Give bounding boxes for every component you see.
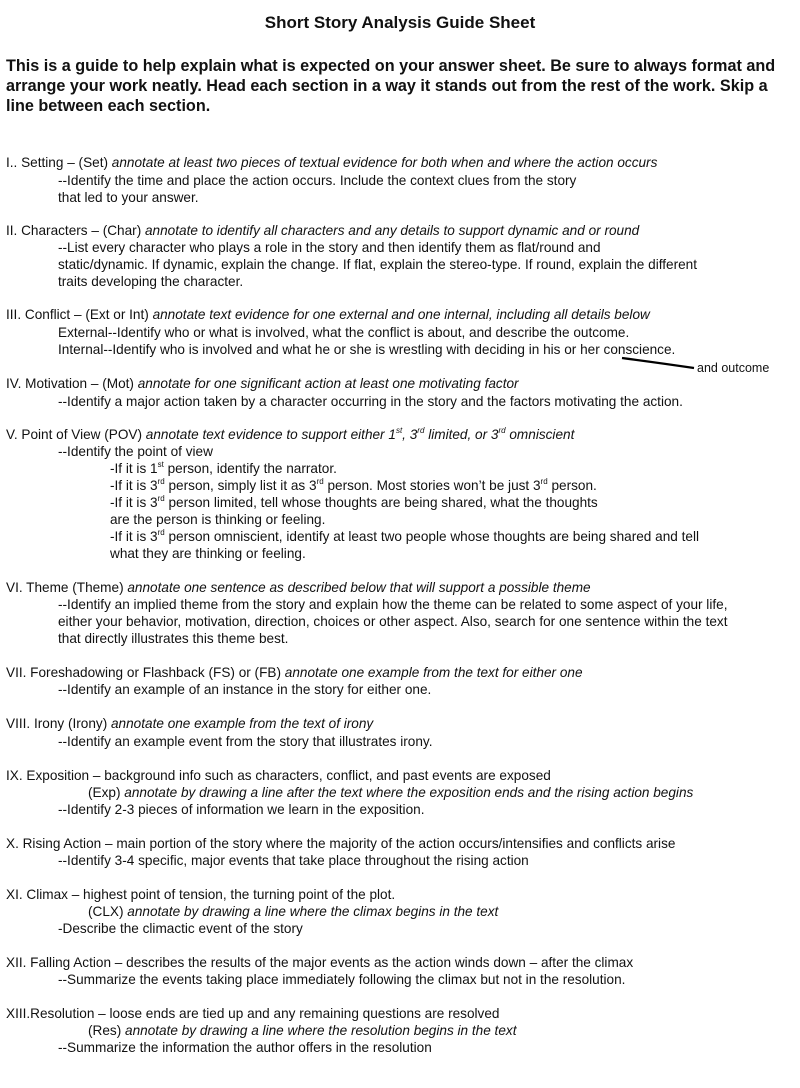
abbrev: (Res) [88, 1023, 126, 1038]
section-characters-line: static/dynamic. If dynamic, explain the change. If flat, explain the stereo-type. If round, explain the different [58, 257, 698, 272]
heading-annotation: annotate at least two pieces of textual evidence for both when and where the action occurs [111, 155, 658, 170]
heading-text: VII. Foreshadowing or Flashback (FS) or (FB) [6, 665, 285, 680]
section-motivation-line: --Identify a major action taken by a character occurring in the story and the factors motivating the action. [58, 394, 683, 409]
heading-text: VIII. Irony (Irony) [6, 716, 111, 731]
section-setting-line: --Identify the time and place the action occurs. Include the context clues from the story [58, 173, 577, 188]
section-rising-action-line: --Identify 3-4 specific, major events that take place throughout the rising action [58, 853, 529, 868]
bullet-part: -If it is 3 [110, 529, 158, 544]
heading-annotation [146, 427, 575, 442]
section-resolution-line: --Summarize the information the author offers in the resolution [58, 1040, 432, 1055]
pov-bullet-omniscient [110, 528, 699, 545]
heading-annotation: annotate to identify all characters and any details to support dynamic and or round [145, 223, 640, 238]
annotation-part: annotate text evidence to support either 1 [145, 427, 396, 442]
bullet-part: person, simply list it as 3 [164, 478, 317, 493]
section-irony-line: --Identify an example event from the story that illustrates irony. [58, 734, 433, 749]
section-setting-line: that led to your answer. [58, 190, 199, 205]
section-foreshadowing-heading [6, 664, 583, 681]
bullet-part: -If it is 3 [110, 478, 158, 493]
section-falling-action-heading: XII. Falling Action – describes the results of the major events as the action winds down – after the climax [6, 955, 634, 970]
abbrev: (CLX) [88, 904, 128, 919]
section-exposition-heading: IX. Exposition – background info such as characters, conflict, and past events are exposed [6, 768, 551, 783]
superscript: rd [540, 477, 548, 486]
section-rising-action-heading: X. Rising Action – main portion of the story where the majority of the action occurs/intensifies and conflicts arise [6, 836, 676, 851]
superscript: rd [498, 426, 506, 435]
section-conflict-line: External--Identify who or what is involved, what the conflict is about, and describe the outcome. [58, 325, 630, 340]
page-title: Short Story Analysis Guide Sheet [264, 13, 536, 32]
section-climax-annotation [88, 903, 498, 920]
section-climax-line: -Describe the climactic event of the story [58, 921, 303, 936]
superscript: st [395, 426, 403, 435]
section-setting-heading [6, 154, 657, 171]
heading-text: II. Characters – (Char) [6, 223, 145, 238]
section-theme-line: --Identify an implied theme from the story and explain how the theme can be related to some aspect of your life, [58, 597, 728, 612]
superscript: st [157, 460, 164, 469]
annotation-text: annotate by drawing a line where the resolution begins in the text [125, 1023, 517, 1038]
bullet-part: person limited, tell whose thoughts are being shared, what the thoughts [164, 495, 598, 510]
pov-bullet-first [110, 460, 337, 477]
bullet-part: person omniscient, identify at least two people whose thoughts are being shared and tell [164, 529, 699, 544]
intro-paragraph: This is a guide to help explain what is expected on your answer sheet. Be sure to always format and arrange your work neatly. Head each section in a way it stands out from the rest of the work. Skip a line between each section. [6, 57, 776, 115]
annotation-part: limited, or 3 [424, 427, 499, 442]
pov-bullet-omniscient-cont: what they are thinking or feeling. [110, 546, 306, 561]
heading-text: I.. Setting – (Set) [6, 155, 112, 170]
pov-bullet-limited [110, 494, 598, 511]
section-motivation-heading [6, 375, 519, 392]
section-falling-action-line: --Summarize the events taking place immediately following the climax but not in the resolution. [58, 972, 626, 987]
bullet-part: person, identify the narrator. [163, 461, 337, 476]
section-theme-line: that directly illustrates this theme best. [58, 631, 289, 646]
superscript: rd [157, 528, 165, 537]
heading-annotation: annotate one example from the text for either one [284, 665, 583, 680]
section-resolution-heading: XIII.Resolution – loose ends are tied up and any remaining questions are resolved [6, 1006, 500, 1021]
heading-text: IV. Motivation – (Mot) [6, 376, 138, 391]
section-climax-heading: XI. Climax – highest point of tension, the turning point of the plot. [6, 887, 396, 902]
heading-text: III. Conflict – (Ext or Int) [6, 307, 153, 322]
annotation-part: , 3 [402, 427, 418, 442]
heading-annotation: annotate for one significant action at least one motivating factor [137, 376, 519, 391]
handwritten-note: and outcome [697, 361, 770, 375]
section-pov-heading [6, 426, 574, 443]
annotation-text: annotate by drawing a line after the text where the exposition ends and the rising action begins [124, 785, 694, 800]
annotation-part: omniscient [505, 427, 575, 442]
pov-bullet-third [110, 477, 597, 494]
heading-text: VI. Theme (Theme) [6, 580, 128, 595]
section-characters-line: traits developing the character. [58, 274, 244, 289]
superscript: rd [157, 477, 165, 486]
section-exposition-line: --Identify 2-3 pieces of information we learn in the exposition. [58, 802, 425, 817]
pov-bullet-limited-cont: are the person is thinking or feeling. [110, 512, 326, 527]
section-theme-heading [6, 579, 591, 596]
section-foreshadowing-line: --Identify an example of an instance in the story for either one. [58, 682, 432, 697]
bullet-part: -If it is 3 [110, 495, 158, 510]
heading-annotation: annotate one example from the text of irony [111, 716, 374, 731]
section-conflict-line: Internal--Identify who is involved and what he or she is wrestling with deciding in his or her conscience. [58, 342, 676, 357]
bullet-part: -If it is 1 [110, 461, 158, 476]
heading-annotation: annotate one sentence as described below that will support a possible theme [127, 580, 591, 595]
bullet-part: person. [547, 478, 597, 493]
heading-annotation: annotate text evidence for one external and one internal, including all details below [152, 307, 650, 322]
section-resolution-annotation [88, 1022, 516, 1039]
section-conflict-heading [6, 306, 650, 323]
section-theme-line: either your behavior, motivation, direction, choices or other aspect. Also, search for one sentence within the text [58, 614, 728, 629]
bullet-part: person. Most stories won’t be just 3 [323, 478, 541, 493]
annotation-text: annotate by drawing a line where the climax begins in the text [127, 904, 499, 919]
section-exposition-annotation [88, 784, 693, 801]
abbrev: (Exp) [88, 785, 125, 800]
section-characters-heading [6, 222, 639, 239]
heading-text: V. Point of View (POV) [6, 427, 146, 442]
section-irony-heading [6, 715, 373, 732]
superscript: rd [417, 426, 425, 435]
superscript: rd [157, 494, 165, 503]
superscript: rd [316, 477, 324, 486]
section-pov-line: --Identify the point of view [58, 444, 213, 459]
section-characters-line: --List every character who plays a role in the story and then identify them as flat/round and [58, 240, 601, 255]
